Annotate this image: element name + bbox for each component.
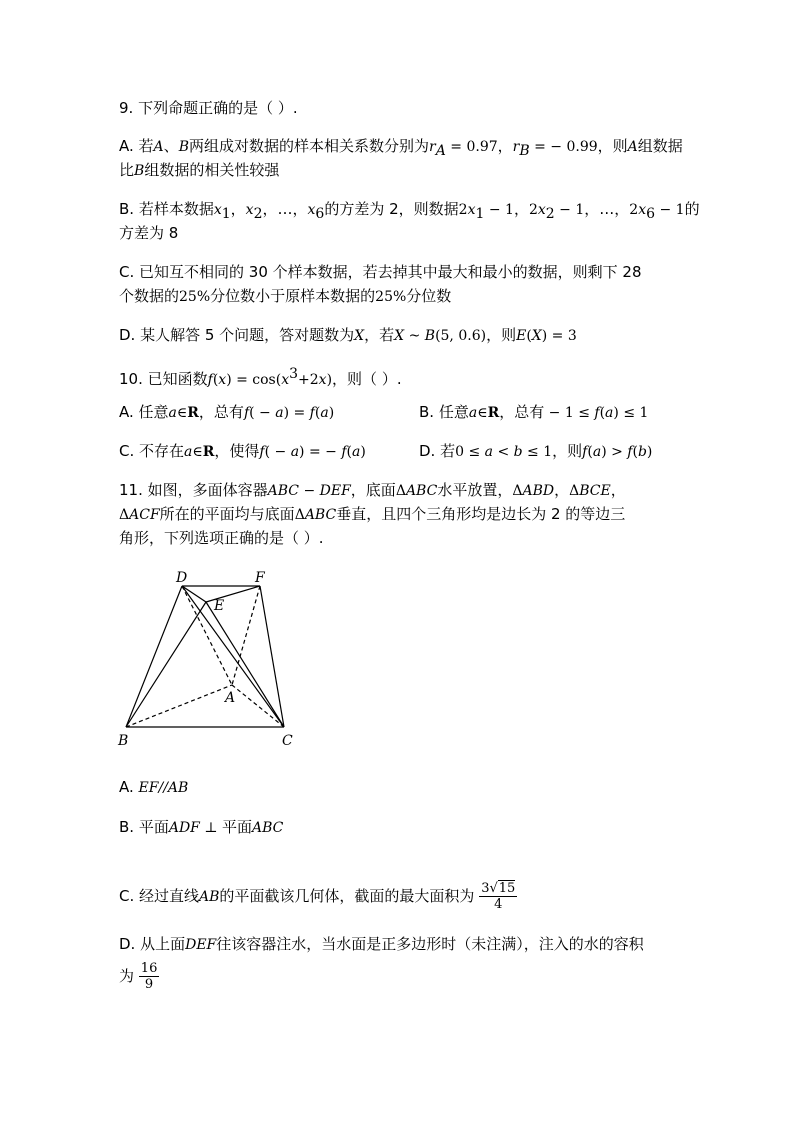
edge-FA <box>232 586 260 685</box>
label-C: C <box>282 733 293 749</box>
q9-option-c-line2: 个数据的25%分位数小于原样本数据的25%分位数 <box>119 287 452 305</box>
q10-options-ab <box>119 402 679 423</box>
q10-option-c: C. 不存在a∈R，使得f( − a) = − f(a) <box>119 442 366 460</box>
polyhedron-figure <box>112 565 302 750</box>
label-F: F <box>255 570 265 586</box>
edge-BA <box>126 685 232 727</box>
q11-stem-line2: ΔACF所在的平面均与底面ΔABC垂直，且四个三角形均是边长为 2 的等边三 <box>119 505 626 523</box>
q9-stem: 9. 下列命题正确的是（ ）. <box>119 99 298 117</box>
label-E: E <box>214 598 225 614</box>
q10-option-b: B. 任意a∈R，总有 − 1 ≤ f(a) ≤ 1 <box>419 403 649 421</box>
q11-option-c: C. 经过直线AB的平面截该几何体，截面的最大面积为 $\frac{3√15}{4}$ <box>119 881 516 912</box>
q11-stem-line3: 角形，下列选项正确的是（ ）. <box>119 529 324 547</box>
edge-CE <box>206 602 284 727</box>
q10-option-a: A. 任意a∈R，总有f( − a) = f(a) <box>119 403 335 421</box>
q10-options-cd <box>119 441 679 462</box>
edge-DA <box>182 586 232 685</box>
fraction-3sqrt15-over-4: $\frac{3√15}{4}$ <box>481 881 516 912</box>
q9-option-a: A. 若A、B两组成对数据的样本相关系数分别为$r_A = 0.97$，$r_B$ = − 0.99，则A组数据 <box>119 137 683 159</box>
label-D: D <box>176 570 188 586</box>
q11-option-d-line2: 为 $\frac{16}{9}$ <box>119 961 158 992</box>
edge-BE <box>126 602 206 727</box>
fraction-16-over-9: $\frac{16}{9}$ <box>140 961 158 992</box>
edge-BD <box>126 586 182 727</box>
q11-option-a: A. EF//AB <box>119 778 189 796</box>
edge-CF <box>260 586 284 727</box>
label-A: A <box>225 690 236 706</box>
q11-stem-line1: 11. 如图，多面体容器ABC − DEF，底面ΔABC水平放置，ΔABD，ΔBCE， <box>119 481 626 499</box>
q9-option-b-line2: 方差为 8 <box>119 224 179 242</box>
label-B: B <box>118 733 129 749</box>
q10-stem: 10. 已知函数$f(x) = \cos(x^3+2x)$，则（ ）. <box>119 366 402 388</box>
q9-option-a-line2: 比B组数据的相关性较强 <box>119 161 280 179</box>
q10-option-d: D. 若0 ≤ a < b ≤ 1，则f(a) > f(b) <box>419 442 653 460</box>
q9-option-b: B. 若样本数据$x_1$，$x_2$，…，$x_6$的方差为 2，则数据$2x_1 - 1$，$2x_2 - 1$，…，$2x_6 - 1$的 <box>119 200 700 222</box>
q9-option-d: D. 某人解答 5 个问题，答对题数为X，若X ~ B(5, 0.6)，则E(X) = 3 <box>119 326 577 344</box>
q11-option-d: D. 从上面DEF往该容器注水，当水面是正多边形时（未注满），注入的水的容积 <box>119 935 644 953</box>
q9-option-c: C. 已知互不相同的 30 个样本数据，若去掉其中最大和最小的数据，则剩下 28 <box>119 263 642 281</box>
q11-option-b: B. 平面ADF ⊥ 平面ABC <box>119 818 284 836</box>
